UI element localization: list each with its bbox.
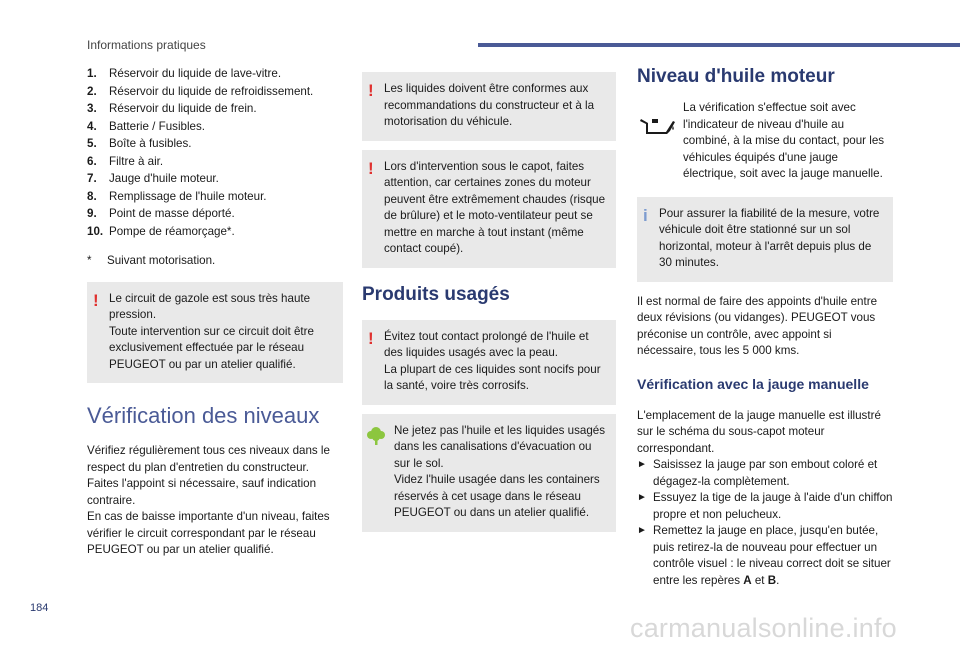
oil-topup-text: Il est normal de faire des appoints d'huile entre deux révisions (ou vidanges). PEUGEOT vous préconise un contrôle, avec appoint si nécessaire, tous les 5 000 kms. — [637, 294, 878, 357]
watermark: carmanualsonline.info — [630, 613, 897, 643]
manual-gauge-steps — [637, 457, 893, 589]
list-item: 4. Batterie / Fusibles. — [87, 119, 206, 133]
list-item: 5. Boîte à fusibles. — [87, 137, 192, 150]
list-item: 6. Filtre à air. — [87, 154, 164, 168]
bullet-arrow-icon: ► — [637, 459, 647, 470]
oil-intro: La vérification s'effectue soit avec l'indicateur de niveau d'huile au combiné, à la mise du contact, pour les véhicules équipés d'une jauge électrique, soit avec la jauge manuelle. — [637, 100, 893, 183]
list-item: 3. Réservoir du liquide de frein. — [87, 102, 257, 115]
list-item: 8. Remplissage de l'huile moteur. — [87, 189, 267, 203]
section-title-used-products: Produits usagés — [362, 283, 510, 305]
eco-icon — [366, 424, 384, 442]
bullet-arrow-icon: ► — [637, 525, 647, 536]
warning-icon: ! — [368, 328, 374, 348]
info-box-measure: i Pour assurer la fiabilité de la mesure, votre véhicule doit être stationné sur un sol horizontal, moteur à l'arrêt depuis plus de 30 minutes. — [637, 197, 893, 282]
list-item: ► Remettez la jauge en place, jusqu'en butée, puis retirez-la de nouveau pour effectuer un contrôle visuel : le niveau correct doit se situer entre les repères A et B. — [637, 523, 893, 589]
warning-box-fluids: ! Les liquides doivent être conformes aux recommandations du constructeur et à la motorisation du véhicule. — [362, 72, 616, 141]
list-item: ► Saisissez la jauge par son embout coloré et dégagez-la complètement. — [637, 457, 893, 490]
subsection-title-manual-gauge: Vérification avec la jauge manuelle — [637, 375, 869, 392]
section-title-oil-level: Niveau d'huile moteur — [637, 66, 835, 87]
info-icon: i — [643, 205, 648, 225]
page-number: 184 — [30, 602, 49, 614]
column-middle — [362, 72, 616, 532]
manual-gauge-intro: L'emplacement de la jauge manuelle est illustré sur le schéma du sous-capot moteur correspondant. — [637, 408, 881, 455]
oil-can-icon — [637, 100, 683, 183]
header-bar — [478, 43, 960, 47]
list-item: 10. Pompe de réamorçage*. — [87, 224, 235, 238]
list-item: 1. Réservoir du liquide de lave-vitre. — [87, 67, 282, 80]
warning-box-used-fluids: ! Évitez tout contact prolongé de l'huile et des liquides usagés avec la peau. La plupart de ces liquides sont nocifs pour la santé, voire très corrosifs. — [362, 320, 616, 405]
bullet-arrow-icon: ► — [637, 492, 647, 503]
eco-box-disposal: Ne jetez pas l'huile et les liquides usagés dans les canalisations d'évacuation ou sur le sol. Videz l'huile usagée dans les containers réservés à cet usage dans le réseau PEUGEOT ou dans un atelier qualifié. — [362, 414, 616, 532]
column-left — [87, 66, 343, 559]
warning-box-hood: ! Lors d'intervention sous le capot, faites attention, car certaines zones du moteur peuvent être extrêmement chaudes (risque de brûlure) et le moto-ventilateur peut se mettre en marche à tout instant (même contact coupé). — [362, 150, 616, 268]
levels-text: Vérifiez régulièrement tous ces niveaux dans le respect du plan d'entretien du constructeur. Faites l'appoint si nécessaire, sauf indication contraire. En cas de baisse importante d'un niveau, faites vérifier le circuit correspondant par le réseau PEUGEOT ou par un atelier qualifié. — [87, 444, 330, 556]
list-item: 7. Jauge d'huile moteur. — [87, 172, 219, 185]
list-item: 2. Réservoir du liquide de refroidissement. — [87, 84, 314, 98]
warning-icon: ! — [368, 158, 374, 178]
footnote: * Suivant motorisation. — [87, 254, 216, 267]
section-title-levels: Vérification des niveaux — [87, 403, 320, 428]
running-header: Informations pratiques — [87, 38, 206, 52]
column-right — [637, 66, 893, 589]
list-item: ► Essuyez la tige de la jauge à l'aide d'un chiffon propre et non pelucheux. — [637, 490, 893, 523]
warning-icon: ! — [93, 290, 99, 310]
warning-icon: ! — [368, 81, 374, 100]
list-item: 9. Point de masse déporté. — [87, 207, 235, 220]
warning-box-diesel: ! Le circuit de gazole est sous très haute pression. Toute intervention sur ce circuit doit être exclusivement effectuée par le réseau PEUGEOT ou par un atelier qualifié. — [87, 282, 343, 384]
component-list — [87, 66, 343, 240]
